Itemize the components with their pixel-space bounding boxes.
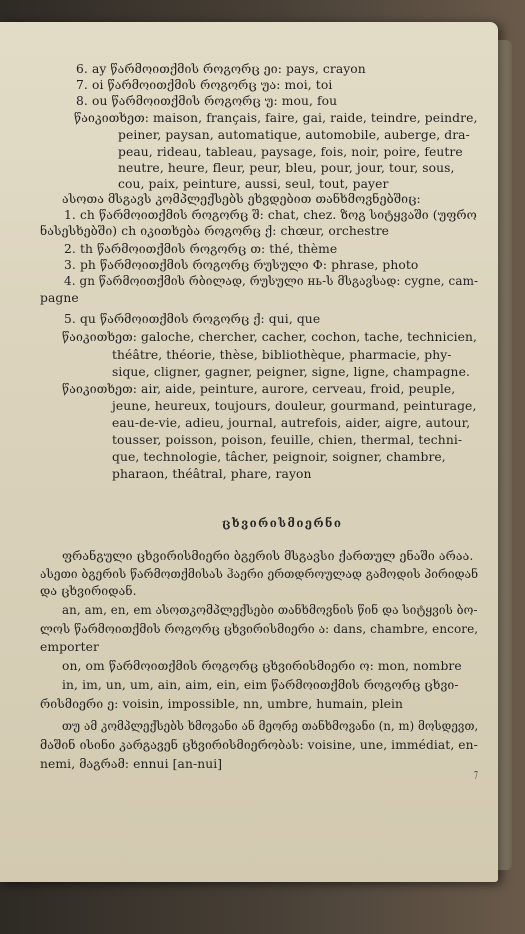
text-line: neutre, heure, fleur, peur, bleu, pour, jour, tour, sous,	[118, 161, 455, 175]
text-line: ნასესხებში) ch იკითხება როგორც ქ: chœur, orchestre	[40, 224, 390, 238]
text-line: 3. ph წარმოითქმის როგორც რუსული Ф: phrase, photo	[64, 258, 419, 272]
text-line: in, im, un, um, ain, aim, ein, eim წარმოითქმის როგორც ცხვი-	[62, 678, 459, 692]
text-line: წაიკითხეთ: air, aide, peinture, aurore, cerveau, froid, peuple,	[62, 382, 456, 396]
text-line: cou, paix, peinture, aussi, seul, tout, payer	[118, 177, 389, 191]
text-line: jeune, heureux, toujours, douleur, gourmand, peinturage,	[112, 399, 477, 413]
text-line: que, technologie, tâcher, peignoir, soigner, chambre,	[112, 450, 446, 464]
text-line: 8. ou წარმოითქმის როგორც უ: mou, fou	[76, 94, 338, 108]
page-number: 7	[474, 769, 479, 782]
text-line: sique, cligner, gagner, peigner, signe, ligne, champagne.	[112, 365, 470, 379]
text-line: ლოს წარმოითქმის როგორც ცხვირისმიერი ა: dans, chambre, encore,	[40, 622, 479, 636]
text-line: tousser, poisson, poison, feuille, chien, thermal, techni-	[112, 433, 463, 447]
text-line: 4. gn წარმოითქმის რბილად, რუსული нь-ს მსგავსად: cygne, cam-	[64, 274, 479, 288]
text-line: ასოთა მსგავს კომპლექსებს ეხვდებით თანხმოვნებშიც:	[62, 192, 421, 206]
text-line: 5. qu წარმოითქმის როგორც ქ: qui, que	[64, 312, 321, 326]
text-line: თუ ამ კომპლექსებს ხმოვანი ან მეორე თანხმოვანი (n, m) მოსდევთ,	[62, 719, 479, 733]
text-line: nemi, მაგრამ: ennui [an-nui]	[40, 757, 223, 771]
text-line: 6. ay წარმოითქმის როგორც ეი: pays, crayon	[76, 62, 366, 76]
section-heading: ცხვირისმიერნი	[222, 516, 343, 530]
text-line: 1. ch წარმოითქმის როგორც შ: chat, chez. ზოგ სიტყვაში (უფრო	[64, 208, 477, 222]
text-line: pagne	[40, 291, 79, 305]
text-line: ფრანგული ცხვირისმიერი ბგერის მსგავსი ქართულ ენაში არაა.	[62, 549, 474, 563]
text-line: an, am, en, em ასოთკომპლექსები თანხმოვნის წინ და სიტყვის ბო-	[62, 603, 478, 617]
text-line: emporter	[40, 640, 99, 654]
text-line: eau-de-vie, adieu, journal, autrefois, aider, aigre, autour,	[112, 416, 471, 430]
text-line: და ცხვირიდან.	[40, 584, 137, 598]
text-line: peiner, paysan, automatique, automobile, auberge, dra-	[118, 128, 470, 142]
text-line: რისმიერი ე: voisin, impossible, nn, umbre, humain, plein	[40, 697, 404, 711]
text-line: წაიკითხეთ: maison, français, faire, gai, raide, teindre, peindre,	[74, 111, 478, 125]
text-line: 7. oi წარმოითქმის როგორც უა: moi, toi	[76, 78, 333, 92]
text-line: on, om წარმოითქმის როგორც ცხვირისმიერი ო: mon, nombre	[62, 659, 462, 673]
page-stack-edge	[498, 40, 512, 870]
text-line: pharaon, théâtral, phare, rayon	[112, 467, 312, 481]
text-line: peau, rideau, tableau, paysage, fois, noir, poire, feutre	[118, 145, 463, 159]
text-line: 2. th წარმოითქმის როგორც თ: thé, thème	[64, 242, 338, 256]
text-line: მაშინ ისინი კარგავენ ცხვირისმიერობას: voisine, une, immédiat, en-	[40, 738, 478, 752]
text-line: წაიკითხეთ: galoche, chercher, cacher, cochon, tache, technicien,	[62, 330, 478, 344]
text-line: théâtre, théorie, thèse, bibliothèque, pharmacie, phy-	[112, 348, 452, 362]
text-line: ასეთი ბგერის წარმოთქმისას ჰაერი ერთდროულად გამოდის პირიდან	[40, 567, 479, 581]
